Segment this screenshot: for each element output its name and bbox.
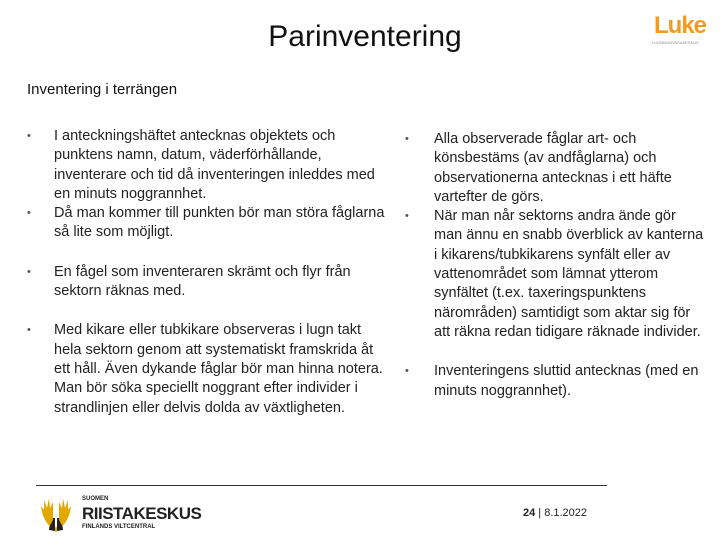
bullet-icon: • (27, 324, 31, 337)
bullet-icon: • (27, 130, 31, 142)
list-item (27, 127, 387, 204)
bullet-icon: • (27, 265, 31, 278)
bullet-icon: • (27, 207, 31, 220)
slide-title: Parinventering (268, 20, 462, 53)
slide-date: 8.1.2022 (544, 507, 588, 519)
bullet-icon: • (405, 210, 409, 223)
bullet-text: Då man kommer till punkten bör man störa fåglarna så lite som möjligt. (54, 205, 385, 241)
footer-divider (36, 485, 607, 486)
list-item (27, 321, 387, 417)
org-country-label: SUOMEN (82, 496, 109, 502)
luke-logo (652, 12, 708, 48)
bullet-text: I anteckningshäftet antecknas objektets och punktens namn, datum, väderförhållande, inventerare och tid då inventeringen inleddes med en minuts noggrannhet. (54, 128, 375, 202)
luke-logo-tagline: LUONNONVARAKESKUS (652, 40, 699, 45)
page-separator: | (535, 507, 545, 519)
org-name: RIISTAKESKUS (82, 504, 202, 523)
left-bullet-list (27, 127, 387, 418)
bullet-text: Inventeringens sluttid antecknas (med en minuts noggrannhet). (434, 363, 699, 399)
right-bullet-list (405, 130, 705, 401)
bullet-icon: • (405, 365, 409, 378)
list-item (27, 263, 387, 302)
antler-emblem-icon (36, 496, 76, 534)
org-swedish-name: FINLANDS VILTCENTRAL (82, 524, 156, 530)
page-info (480, 507, 630, 519)
list-item (27, 204, 387, 243)
list-item (405, 130, 705, 207)
bullet-icon: • (405, 133, 409, 145)
bullet-text: Alla observerade fåglar art- och könsbestäms (av andfåglarna) och observationerna antecknas i ett häfte vartefter de görs. (434, 131, 672, 205)
section-subheading: Inventering i terrängen (27, 81, 178, 98)
bullet-text: Med kikare eller tubkikare observeras i lugn takt hela sektorn genom att systematiskt framskrida åt ett håll. Även dykande fåglar bör man hinna notera. Man bör söka speciellt noggrant efter individer i strandlinjen eller delvis dolda av växtligheten. (54, 322, 383, 416)
luke-logo-wordmark: Luke (654, 12, 707, 39)
bullet-text: En fågel som inventeraren skrämt och flyr från sektorn räknas med. (54, 263, 351, 300)
page-number: 24 (522, 507, 536, 519)
list-item (405, 362, 705, 401)
bullet-text: När man når sektorns andra ände gör man ännu en snabb överblick av kanterna i kikarens/tubkikarens synfält eller av vattenområdet som lämnat ytterom synfältet (t.ex. taxeringspunktens närområden) samtidigt som aktar sig för att räkna redan tidigare räknade individer. (434, 208, 704, 340)
riistakeskus-logo (36, 496, 216, 536)
list-item (405, 207, 705, 342)
